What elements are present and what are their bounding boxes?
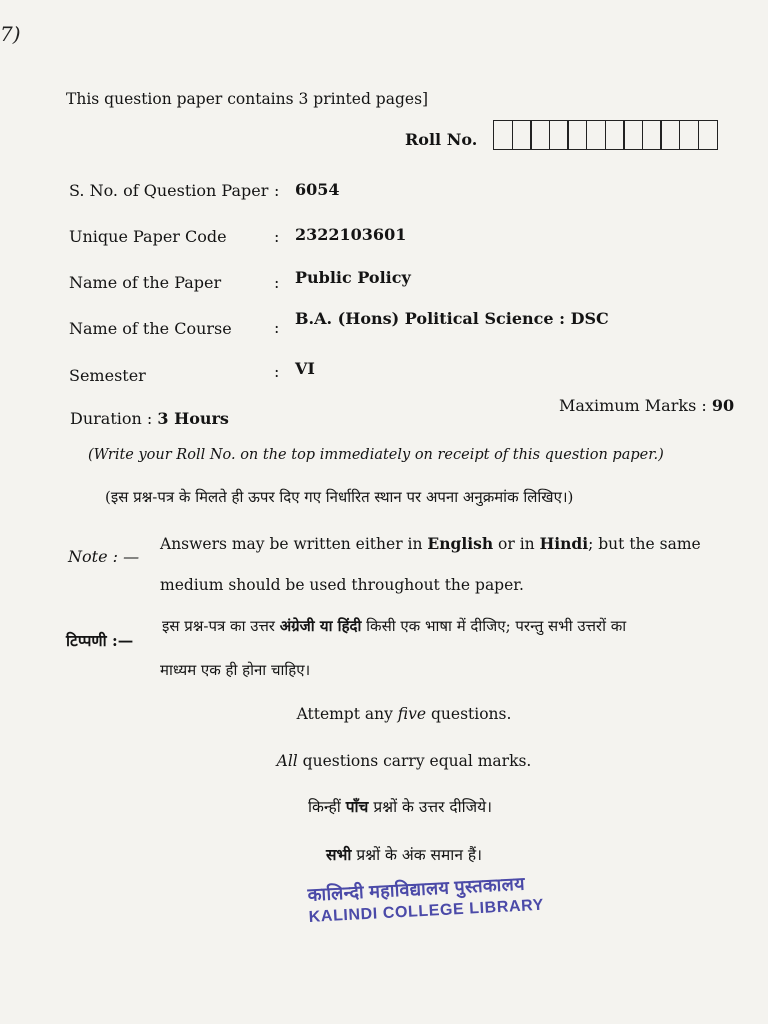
course-name-label: Name of the Course <box>69 319 232 338</box>
roll-box[interactable] <box>512 120 532 150</box>
maximum-marks-label: Maximum Marks : <box>559 396 707 415</box>
attempt-text: questions. <box>426 705 512 723</box>
paper-name-value: Public Policy <box>295 268 411 287</box>
roll-box[interactable] <box>567 120 587 150</box>
hindi-attempt-instruction <box>16 795 768 817</box>
course-name-value: B.A. (Hons) Political Science : DSC <box>295 309 609 328</box>
paper-code-value: 2322103601 <box>295 225 407 244</box>
colon: : <box>274 318 280 337</box>
paper-code-label: Unique Paper Code <box>69 227 227 246</box>
equal-marks-all: All <box>276 752 298 770</box>
roll-box[interactable] <box>530 120 550 150</box>
duration <box>70 409 229 428</box>
note-hindi: Hindi <box>539 534 589 553</box>
roll-box[interactable] <box>623 120 643 150</box>
library-stamp-hindi: कालिन्दी महाविद्यालय पुस्तकालय <box>307 873 526 905</box>
corner-mark: 7) <box>0 22 21 46</box>
roll-box[interactable] <box>605 120 625 150</box>
paper-name-label: Name of the Paper <box>69 273 222 292</box>
tippani-text-line-1 <box>162 616 626 636</box>
library-stamp <box>307 871 544 927</box>
hindi-equal-text: प्रश्नों के अंक समान हैं। <box>351 846 482 864</box>
tippani-text-line-2: माध्यम एक ही होना चाहिए। <box>160 661 311 679</box>
note-english: English <box>427 534 494 553</box>
serial-number-label: S. No. of Question Paper <box>69 181 269 200</box>
tippani-text: किसी एक भाषा में दीजिए; परन्तु सभी उत्तरों का <box>361 617 627 635</box>
equal-marks-text: questions carry equal marks. <box>297 752 532 770</box>
hindi-attempt-text: प्रश्नों के उत्तर दीजिये। <box>368 798 492 816</box>
note-text: or in <box>493 535 540 553</box>
semester-value: VI <box>295 359 315 378</box>
printed-pages-line: This question paper contains 3 printed pages] <box>66 90 429 108</box>
roll-box[interactable] <box>642 120 662 150</box>
hindi-equal-all: सभी <box>326 845 352 864</box>
attempt-instruction <box>20 705 768 723</box>
roll-box[interactable] <box>549 120 569 150</box>
roll-box[interactable] <box>698 120 718 150</box>
hindi-attempt-text: किन्हीं <box>308 798 346 816</box>
colon: : <box>274 227 280 246</box>
maximum-marks-value: 90 <box>711 396 735 415</box>
roll-box[interactable] <box>679 120 699 150</box>
attempt-count: five <box>397 705 427 723</box>
roll-number-label: Roll No. <box>405 130 478 149</box>
roll-box[interactable] <box>660 120 680 150</box>
serial-number-value: 6054 <box>295 180 340 199</box>
note-text-line-2: medium should be used throughout the paper. <box>160 576 524 594</box>
colon: : <box>274 273 280 292</box>
roll-instruction-english: (Write your Roll No. on the top immediately on receipt of this question paper.) <box>88 447 664 463</box>
equal-marks-instruction <box>20 752 768 770</box>
library-stamp-english: KALINDI COLLEGE LIBRARY <box>308 896 545 926</box>
note-text: Answers may be written either in <box>160 535 428 553</box>
colon: : <box>274 181 280 200</box>
tippani-languages: अंग्रेजी या हिंदी <box>279 617 362 635</box>
roll-number-boxes[interactable] <box>493 120 718 150</box>
roll-instruction-hindi: (इस प्रश्न-पत्र के मिलते ही ऊपर दिए गए निर्धारित स्थान पर अपना अनुक्रमांक लिखिए।) <box>105 488 574 506</box>
duration-value: 3 Hours <box>157 409 229 428</box>
semester-label: Semester <box>69 366 146 385</box>
tippani-label: टिप्पणी :— <box>66 631 134 650</box>
hindi-equal-marks-instruction <box>20 843 768 865</box>
tippani-text: इस प्रश्न-पत्र का उत्तर <box>162 617 280 635</box>
colon: : <box>274 362 280 381</box>
duration-label: Duration : <box>70 409 153 428</box>
maximum-marks <box>559 396 734 415</box>
hindi-attempt-count: पाँच <box>345 797 369 816</box>
roll-box[interactable] <box>586 120 606 150</box>
attempt-text: Attempt any <box>296 705 398 723</box>
note-label: Note : — <box>68 547 140 566</box>
note-text: ; but the same <box>588 535 701 553</box>
note-text-line-1 <box>160 534 701 553</box>
roll-box[interactable] <box>493 120 513 150</box>
